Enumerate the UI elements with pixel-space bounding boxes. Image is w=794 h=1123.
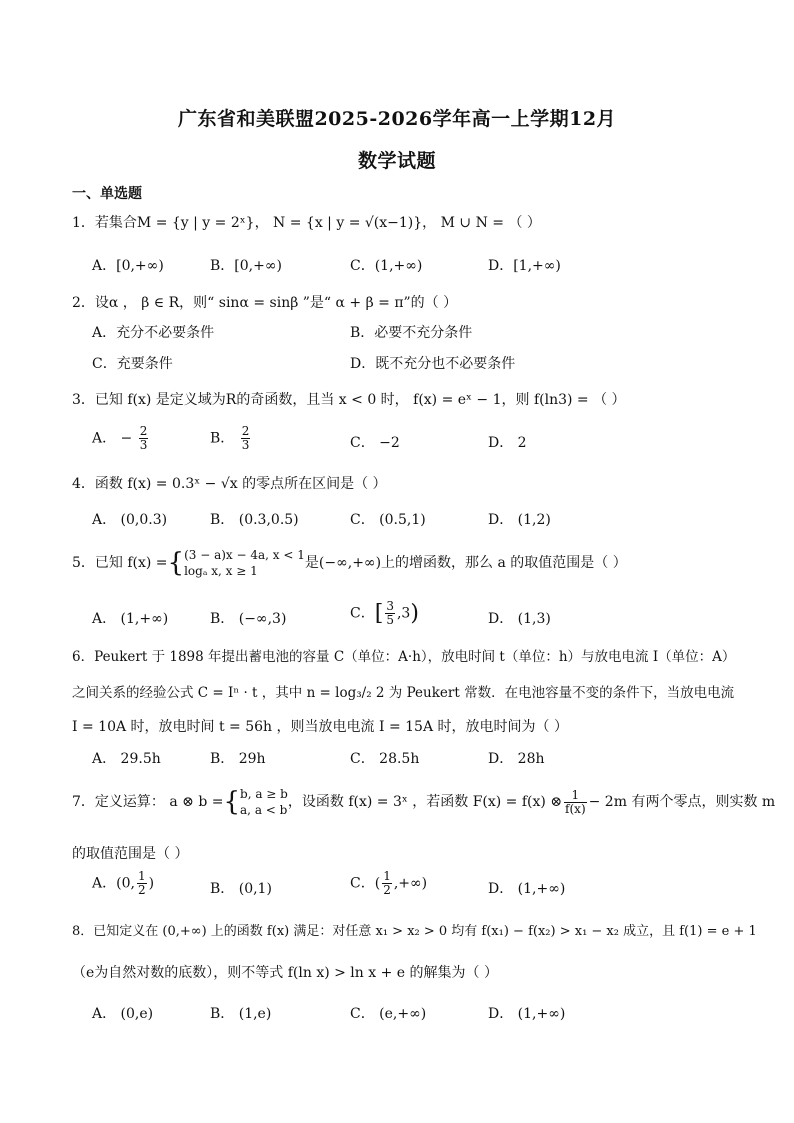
question-7-piecewise (240, 786, 288, 818)
question-7-option-a (92, 870, 154, 897)
question-1-option-c: C．(1,+∞) (350, 258, 423, 274)
question-7-option-c (350, 870, 427, 897)
question-3-option-b-label: B． (210, 430, 235, 447)
question-5-option-d: D． (1,3) (488, 611, 551, 627)
question-8-option-c: C． (e,+∞) (350, 1006, 427, 1022)
question-8-stem-line-1: 8．已知定义在 (0,+∞) 上的函数 f(x) 满足：对任意 x₁ > x₂ > 0 均有 f(x₁) − f(x₂) > x₁ − x₂ 成立，且 f(1) = e + 1 (72, 924, 757, 939)
question-3-option-a-label: A． − (92, 430, 133, 447)
question-5-option-c-tail: ,3 (396, 605, 411, 622)
question-6-option-a: A． 29.5h (92, 751, 161, 767)
fraction-numerator: 3 (386, 599, 394, 613)
exam-title: 广东省和美联盟2025-2026学年高一上学期12月 (177, 108, 617, 130)
question-7-option-a-label: A． (92, 875, 117, 892)
question-6-option-c: C． 28.5h (350, 751, 420, 767)
question-3-option-b-fraction (241, 425, 251, 452)
question-3-option-d: D． 2 (488, 435, 527, 451)
question-7-fraction (564, 789, 587, 816)
question-2-option-c: C．充要条件 (92, 356, 173, 372)
question-6-stem-line-2: 之间关系的经验公式 C = Iⁿ · t ，其中 n = log₃/₂ 2 为 Peukert 常数．在电池容量不变的条件下，当放电电流 (72, 685, 735, 701)
question-5-option-b: B． (−∞,3) (210, 611, 287, 627)
question-5-stem-lead: 5．已知 f(x) = (72, 555, 168, 571)
question-5-stem (72, 547, 627, 579)
question-7-option-c-fraction (382, 870, 392, 897)
question-8-option-a: A． (0,e) (92, 1006, 154, 1022)
question-2-option-b: B．必要不充分条件 (350, 325, 473, 341)
left-brace-icon: { (167, 548, 185, 578)
question-7-stem-tail: − 2m 有两个零点，则实数 m (588, 794, 776, 810)
question-7-option-a-post: ) (148, 875, 155, 892)
exam-subtitle: 数学试题 (357, 150, 436, 172)
question-7-stem (72, 786, 775, 818)
question-7-option-b: B． (0,1) (210, 881, 272, 897)
question-3-stem: 3．已知 f(x) 是定义域为R的奇函数，且当 x < 0 时， f(x) = eˣ − 1，则 f(ln3) = （ ） (72, 392, 626, 408)
question-8-option-b: B． (1,e) (210, 1006, 272, 1022)
question-7-stem-line-2: 的取值范围是（ ） (72, 846, 189, 862)
question-3-option-b (210, 425, 252, 452)
fraction-numerator: 2 (241, 424, 250, 438)
fraction-numerator: 1 (383, 869, 391, 883)
right-paren-icon: ) (410, 601, 419, 626)
question-4-option-d: D． (1,2) (488, 512, 551, 528)
question-2-option-d: D．既不充分也不必要条件 (350, 356, 516, 372)
fraction-numerator: 1 (137, 869, 146, 883)
question-7-option-c-label: C． (350, 875, 375, 892)
question-6-stem-line-3: I = 10A 时，放电时间 t = 56h ，则当放电电流 I = 15A 时，放电时间为（ ） (72, 719, 568, 735)
question-2-option-a: A．充分不必要条件 (92, 325, 215, 341)
question-7-option-a-fraction (137, 870, 147, 897)
piecewise-case-1: b, a ≥ b (240, 787, 288, 801)
fraction-denominator: 5 (386, 613, 394, 627)
fraction-denominator: 2 (137, 883, 146, 897)
question-3-option-a (92, 425, 150, 452)
question-1-option-b: B．[0,+∞) (210, 258, 282, 274)
question-7-stem-lead: 7．定义运算： a ⊗ b = (72, 794, 224, 810)
question-7-stem-mid: ，设函数 f(x) = 3ˣ ，若函数 F(x) = f(x) ⊗ (287, 794, 563, 810)
question-5-option-c-fraction (385, 600, 395, 627)
piecewise-case-1: (3 − a)x − 4a, x < 1 (184, 548, 305, 562)
question-7-option-d: D． (1,+∞) (488, 881, 566, 897)
question-5-stem-tail: 是(−∞,+∞)上的增函数，那么 a 的取值范围是（ ） (304, 555, 627, 571)
question-7-option-a-pre: (0, (116, 875, 135, 892)
question-6-option-d: D． 28h (488, 751, 545, 767)
question-4-stem: 4．函数 f(x) = 0.3ˣ − √x 的零点所在区间是（ ） (72, 476, 387, 492)
section-heading: 一、单选题 (72, 186, 142, 202)
question-5-option-c (350, 600, 419, 627)
question-1-stem: 1．若集合M = {y | y = 2ˣ}， N = {x | y = √(x−1)}， M ∪ N = （ ） (72, 215, 541, 231)
question-8-stem-line-2: （e为自然对数的底数），则不等式 f(ln x) > ln x + e 的解集为（ ） (72, 965, 498, 981)
question-4-option-a: A． (0,0.3) (92, 512, 168, 528)
question-3-option-c: C． −2 (350, 435, 400, 451)
fraction-numerator: 2 (139, 424, 148, 438)
question-6-stem-line-1: 6．Peukert 于 1898 年提出蓄电池的容量 C（单位：A·h），放电时间 t（单位：h）与放电电流 I（单位：A） (72, 649, 736, 665)
fraction-numerator: 1 (564, 789, 587, 803)
question-1-option-a: A．[0,+∞) (92, 258, 164, 274)
fraction-denominator: 3 (139, 438, 148, 452)
left-brace-icon: { (223, 787, 241, 817)
question-5-option-a: A． (1,+∞) (92, 611, 169, 627)
question-2-stem: 2．设α ， β ∈ R，则“ sinα = sinβ ”是“ α + β = π”的（ ） (72, 295, 458, 311)
question-5-piecewise (184, 547, 305, 579)
question-4-option-b: B． (0.3,0.5) (210, 512, 299, 528)
piecewise-case-2: logₐ x, x ≥ 1 (184, 564, 258, 578)
question-4-option-c: C． (0.5,1) (350, 512, 426, 528)
left-bracket-icon: [ (374, 601, 384, 626)
fraction-denominator: 2 (383, 883, 391, 897)
fraction-denominator: f(x) (565, 801, 586, 816)
question-3-option-a-fraction (139, 425, 149, 452)
question-8-option-d: D． (1,+∞) (488, 1006, 566, 1022)
fraction-denominator: 3 (241, 438, 250, 452)
question-7-option-c-pre: ( (374, 875, 381, 892)
question-6-option-b: B． 29h (210, 751, 266, 767)
question-5-option-c-label: C． (350, 605, 375, 622)
question-1-option-d: D．[1,+∞) (488, 258, 561, 274)
question-7-option-c-post: ,+∞) (393, 875, 428, 892)
piecewise-case-2: a, a < b (240, 803, 288, 817)
